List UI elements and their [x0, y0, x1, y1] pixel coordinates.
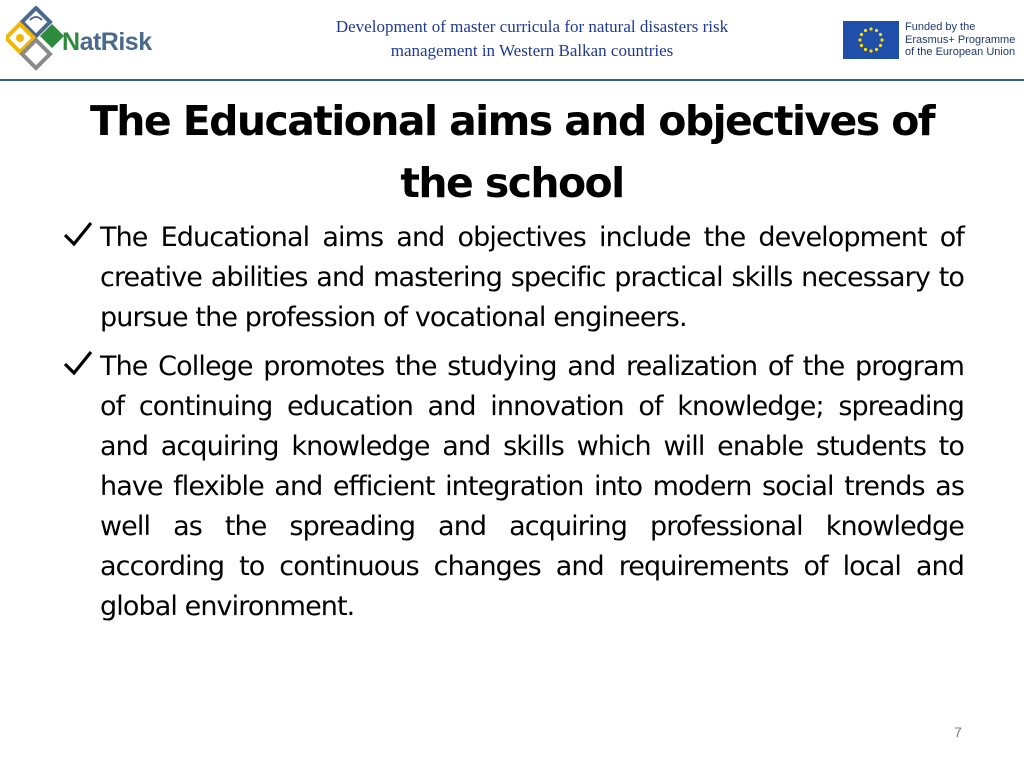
erasmus-funding-badge: [843, 21, 1019, 59]
natrisk-logo: [6, 6, 166, 72]
bullet-text: The Educational aims and objectives include the development of creative abilities and mastering specific practical skills necessary to pursue the profession of vocational engineers.: [100, 222, 964, 333]
slide-title-line-2: the school: [400, 159, 624, 207]
bullet-list: [60, 218, 964, 627]
eu-star-icon: [869, 27, 872, 30]
eu-star-icon: [860, 44, 863, 47]
funding-text: [905, 21, 1015, 59]
bullet-text: The College promotes the studying and realization of the program of continuing education and innovation of knowledge; spreading and acquiring knowledge and skills which will enable students to have flexible and efficient integration into modern social trends as well as the spreading and acquiring professional knowledge according to continuous changes and requirements of local and global environment.: [100, 351, 964, 622]
project-title-line-1: Development of master curricula for natural disasters risk: [335, 17, 729, 36]
logo-wordmark: NatRisk: [62, 28, 152, 56]
checkmark-icon: [62, 219, 94, 249]
header-divider: [0, 79, 1024, 81]
eu-star-icon: [880, 38, 883, 41]
eu-star-icon: [864, 48, 867, 51]
project-title-line-2: management in Western Balkan countries: [390, 41, 674, 60]
slide-title: [60, 90, 964, 214]
eu-star-icon: [875, 29, 878, 32]
funding-line-2: Erasmus+ Programme: [905, 33, 1016, 46]
eu-star-icon: [875, 48, 878, 51]
eu-star-icon: [860, 33, 863, 36]
eu-star-icon: [869, 49, 872, 52]
slide-title-line-1: The Educational aims and objectives of: [89, 97, 935, 145]
eu-star-icon: [879, 44, 882, 47]
eu-flag-icon: [843, 21, 899, 59]
checkmark-icon: [62, 348, 94, 378]
funding-line-1: Funded by the: [905, 21, 976, 33]
funding-line-3: of the European Union: [905, 46, 1016, 58]
project-title: [262, 15, 802, 63]
slide-header: [0, 0, 1024, 80]
page-number: 7: [954, 724, 962, 740]
natrisk-logo-mark-icon: [6, 6, 66, 72]
eu-star-icon: [858, 38, 861, 41]
bullet-item: [60, 218, 964, 338]
bullet-item: [60, 347, 964, 627]
eu-star-icon: [864, 29, 867, 32]
eu-star-icon: [879, 33, 882, 36]
